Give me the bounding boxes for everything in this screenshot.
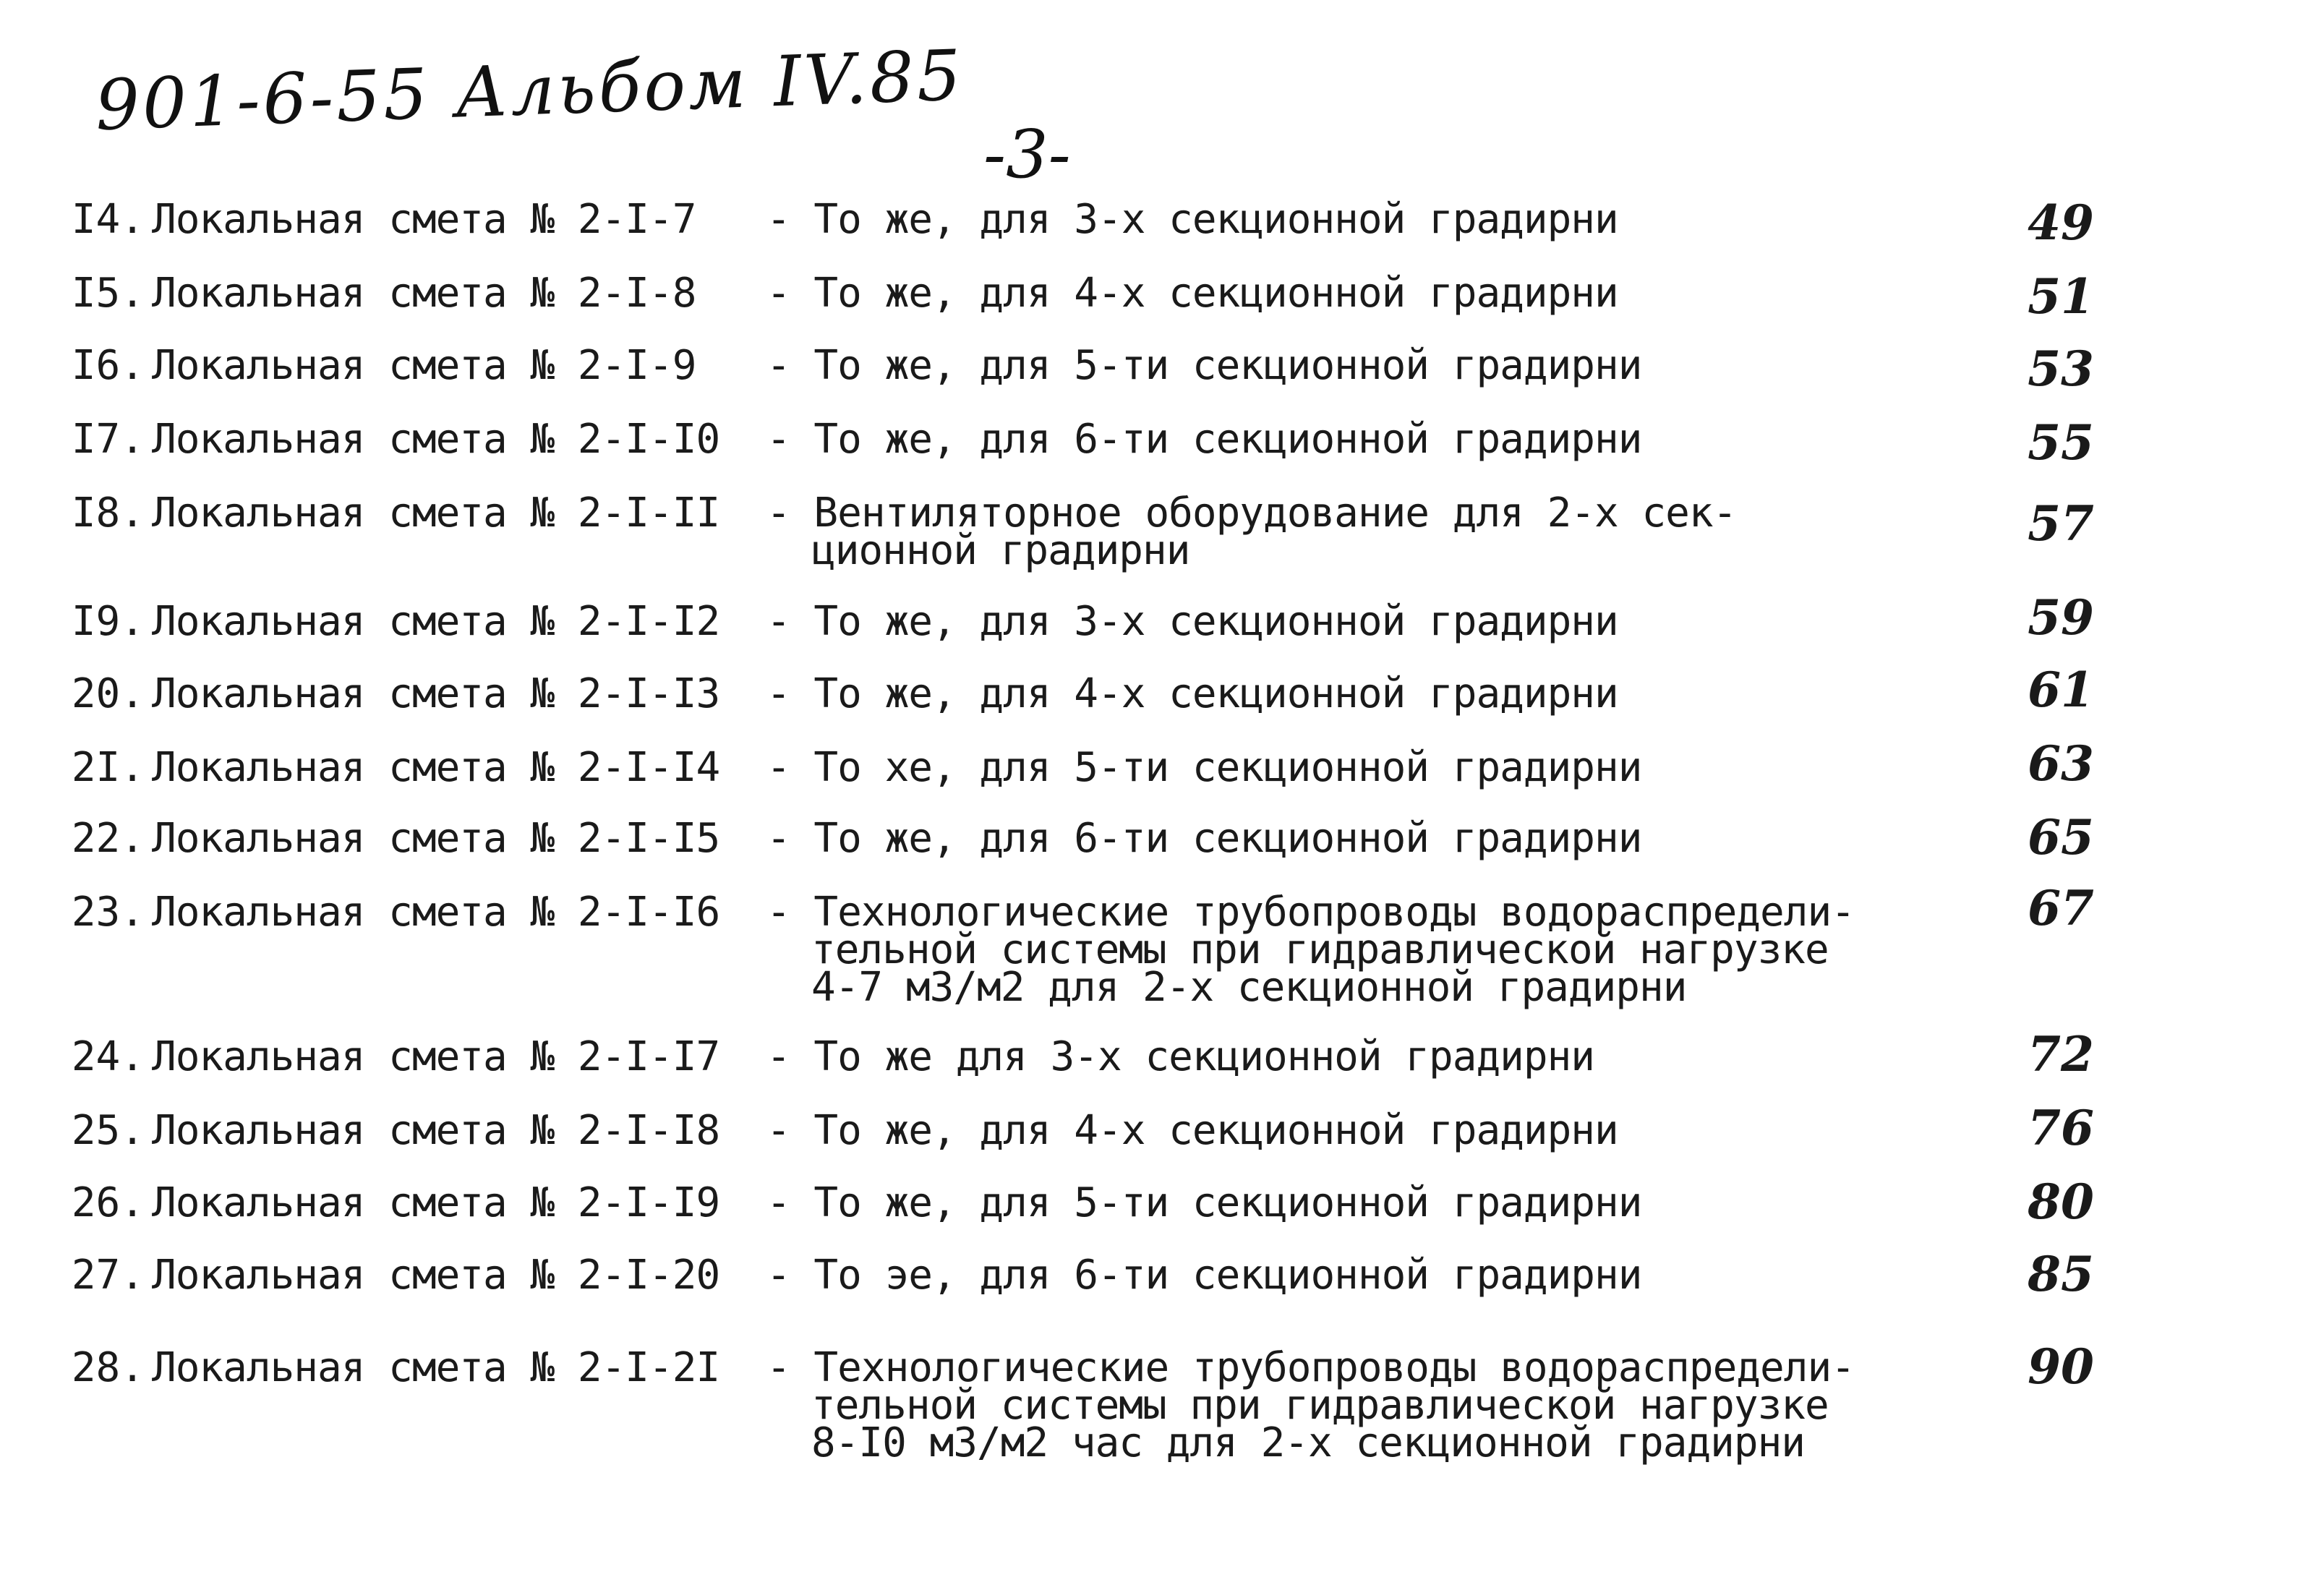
item-page-number: 76 (2028, 1100, 2094, 1156)
item-page-number: 90 (2028, 1338, 2094, 1395)
item-page-number: 57 (2028, 495, 2094, 552)
handwritten-document-code: 901-6-55 Альбом IV.85 (94, 35, 965, 146)
item-number: 24. (71, 1033, 145, 1080)
item-page-number: 59 (2028, 589, 2094, 646)
item-number: I7. (71, 416, 145, 463)
item-page-number: 61 (2028, 662, 2094, 718)
item-page-number: 80 (2028, 1174, 2094, 1230)
item-description-line: - То же, для 4-х секционной градирни (766, 1107, 1618, 1154)
item-description (766, 1107, 1815, 1154)
item-estimate-label: Локальная смета № 2-I-I4 (152, 744, 720, 791)
item-description (766, 1344, 1855, 1466)
item-description (766, 1252, 1815, 1299)
item-description-line: - То же для 3-х секционной градирни (766, 1033, 1595, 1080)
item-description-line: - То же, для 4-х секционной градирни (766, 670, 1618, 717)
item-description-line: - То же, для 3-х секционной градирни (766, 196, 1618, 243)
item-number: I4. (71, 196, 145, 243)
item-description (766, 670, 1815, 717)
item-number: 22. (71, 815, 145, 862)
item-description-line: - То эе, для 6-ти секционной градирни (766, 1252, 1642, 1299)
item-description (766, 342, 1815, 389)
item-description (766, 490, 1815, 574)
item-estimate-label: Локальная смета № 2-I-I9 (152, 1179, 720, 1226)
item-page-number: 49 (2028, 195, 2094, 251)
item-number: I6. (71, 342, 145, 389)
item-description-line: тельной системы при гидравлической нагрузке (811, 1382, 1829, 1429)
item-number: 26. (71, 1179, 145, 1226)
item-number: 28. (71, 1344, 145, 1391)
item-description (766, 889, 1855, 1011)
item-description-line: ционной градирни (811, 527, 1190, 574)
item-description-line: - То же, для 5-ти секционной градирни (766, 342, 1642, 389)
item-description-line: - То же, для 5-ти секционной градирни (766, 1179, 1642, 1226)
item-description (766, 1033, 1815, 1080)
item-number: 27. (71, 1252, 145, 1299)
item-description-line: 4-7 м3/м2 для 2-х секционной градирни (811, 964, 1687, 1011)
item-number: 25. (71, 1107, 145, 1154)
item-estimate-label: Локальная смета № 2-I-I6 (152, 889, 720, 936)
item-description-line: - Технологические трубопроводы водораспредели- (766, 1344, 1855, 1391)
item-page-number: 72 (2028, 1026, 2094, 1082)
item-description-line: - То хе, для 5-ти секционной градирни (766, 744, 1642, 791)
item-page-number: 53 (2028, 341, 2094, 397)
item-estimate-label: Локальная смета № 2-I-I2 (152, 598, 720, 645)
item-page-number: 51 (2028, 268, 2094, 325)
item-description-line: тельной системы при гидравлической нагрузке (811, 926, 1829, 973)
item-page-number: 63 (2028, 735, 2094, 792)
item-description-line: - То же, для 4-х секционной градирни (766, 270, 1618, 317)
item-number: 2I. (71, 744, 145, 791)
item-description (766, 744, 1815, 791)
item-estimate-label: Локальная смета № 2-I-9 (152, 342, 696, 389)
item-page-number: 65 (2028, 809, 2094, 866)
page-number: -3- (983, 116, 1071, 193)
item-description-line: - Вентиляторное оборудование для 2-х сек- (766, 490, 1737, 537)
item-estimate-label: Локальная смета № 2-I-II (152, 490, 720, 537)
item-estimate-label: Локальная смета № 2-I-I3 (152, 670, 720, 717)
item-description (766, 416, 1815, 463)
item-estimate-label: Локальная смета № 2-I-I8 (152, 1107, 720, 1154)
item-number: I8. (71, 490, 145, 537)
item-page-number: 55 (2028, 414, 2094, 471)
item-page-number: 67 (2028, 880, 2094, 936)
item-description (766, 1179, 1815, 1226)
item-description (766, 598, 1815, 645)
item-estimate-label: Локальная смета № 2-I-7 (152, 196, 696, 243)
item-description (766, 270, 1815, 317)
item-description-line: - То же, для 6-ти секционной градирни (766, 416, 1642, 463)
item-number: 23. (71, 889, 145, 936)
item-description (766, 196, 1815, 243)
item-estimate-label: Локальная смета № 2-I-20 (152, 1252, 720, 1299)
item-estimate-label: Локальная смета № 2-I-I0 (152, 416, 720, 463)
item-page-number: 85 (2028, 1246, 2094, 1302)
item-estimate-label: Локальная смета № 2-I-8 (152, 270, 696, 317)
item-estimate-label: Локальная смета № 2-I-I7 (152, 1033, 720, 1080)
item-description-line: - То же, для 6-ти секционной градирни (766, 815, 1642, 862)
item-estimate-label: Локальная смета № 2-I-I5 (152, 815, 720, 862)
item-estimate-label: Локальная смета № 2-I-2I (152, 1344, 720, 1391)
item-description-line: - То же, для 3-х секционной градирни (766, 598, 1618, 645)
item-number: I5. (71, 270, 145, 317)
item-number: I9. (71, 598, 145, 645)
item-number: 20. (71, 670, 145, 717)
item-description-line: 8-I0 м3/м2 час для 2-х секционной градирни (811, 1419, 1806, 1466)
item-description (766, 815, 1815, 862)
item-description-line: - Технологические трубопроводы водораспредели- (766, 889, 1855, 936)
